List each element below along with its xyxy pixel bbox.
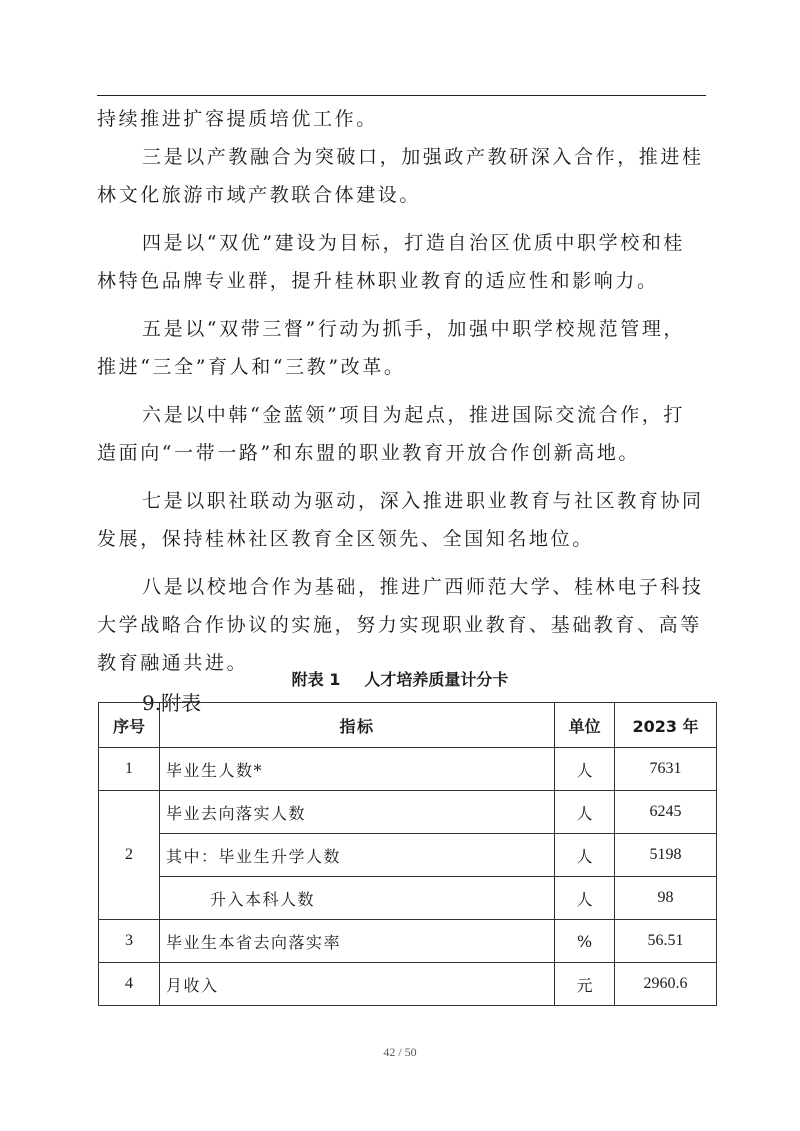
section-heading: 9.附表: [142, 691, 202, 715]
header-unit: 单位: [555, 703, 615, 748]
page-number: 42 / 50: [383, 1045, 417, 1059]
header-indicator: 指标: [160, 703, 555, 748]
paragraph-line: 推进“三全”育人和“三教”改革。: [97, 356, 406, 378]
cell-no: 3: [99, 920, 160, 963]
table-caption-label: 附表 1: [291, 670, 341, 689]
table-row: [99, 791, 717, 834]
paragraph-line: 林特色品牌专业群，提升桂林职业教育的适应性和影响力。: [97, 270, 659, 292]
table-row: [99, 963, 717, 1006]
cell-indicator: 其中：毕业生升学人数: [160, 834, 555, 877]
header-no: 序号: [99, 703, 160, 748]
cell-no: 2: [99, 791, 160, 920]
paragraph-line: 八是以校地合作为基础，推进广西师范大学、桂林电子科技: [142, 576, 704, 598]
score-card-table: [98, 702, 717, 1006]
cell-unit: %: [555, 920, 615, 963]
cell-value: 7631: [615, 748, 717, 791]
cell-value: 6245: [615, 791, 717, 834]
table-row: [99, 834, 717, 877]
cell-unit: 人: [555, 791, 615, 834]
paragraph-line: 林文化旅游市域产教联合体建设。: [97, 184, 422, 206]
cell-unit: 人: [555, 748, 615, 791]
cell-indicator: 升入本科人数: [160, 877, 555, 920]
cell-no: 1: [99, 748, 160, 791]
cell-indicator: 毕业去向落实人数: [160, 791, 555, 834]
paragraph-line: 三是以产教融合为突破口，加强政产教研深入合作，推进桂: [142, 146, 704, 168]
cell-unit: 人: [555, 834, 615, 877]
header-rule: [97, 95, 706, 96]
paragraph-line: 造面向“一带一路”和东盟的职业教育开放合作创新高地。: [97, 442, 641, 464]
table-caption: [0, 667, 800, 693]
paragraph-line: 四是以“双优”建设为目标，打造自治区优质中职学校和桂: [142, 232, 686, 254]
body-text: [97, 100, 707, 722]
table-header-row: [99, 703, 717, 748]
header-year: 2023 年: [615, 703, 717, 748]
paragraph-line: 持续推进扩容提质培优工作。: [97, 108, 378, 130]
cell-value: 5198: [615, 834, 717, 877]
cell-unit: 元: [555, 963, 615, 1006]
cell-indicator: 月收入: [160, 963, 555, 1006]
paragraph-line: 六是以中韩“金蓝领”项目为起点，推进国际交流合作，打: [142, 404, 686, 426]
paragraph-line: 大学战略合作协议的实施，努力实现职业教育、基础教育、高等: [97, 614, 702, 636]
cell-unit: 人: [555, 877, 615, 920]
table-row: [99, 748, 717, 791]
cell-no: 4: [99, 963, 160, 1006]
table-row: [99, 920, 717, 963]
table-caption-title: 人才培养质量计分卡: [364, 670, 509, 689]
cell-indicator: 毕业生本省去向落实率: [160, 920, 555, 963]
paragraph-line: 五是以“双带三督”行动为抓手，加强中职学校规范管理，: [142, 318, 686, 340]
cell-value: 56.51: [615, 920, 717, 963]
cell-value: 2960.6: [615, 963, 717, 1006]
cell-indicator: 毕业生人数*: [160, 748, 555, 791]
paragraph-line: 教育融通共进。: [97, 652, 249, 674]
cell-value: 98: [615, 877, 717, 920]
paragraph-line: 发展，保持桂林社区教育全区领先、全国知名地位。: [97, 528, 594, 550]
paragraph-line: 七是以职社联动为驱动，深入推进职业教育与社区教育协同: [142, 490, 704, 512]
table-row: [99, 877, 717, 920]
